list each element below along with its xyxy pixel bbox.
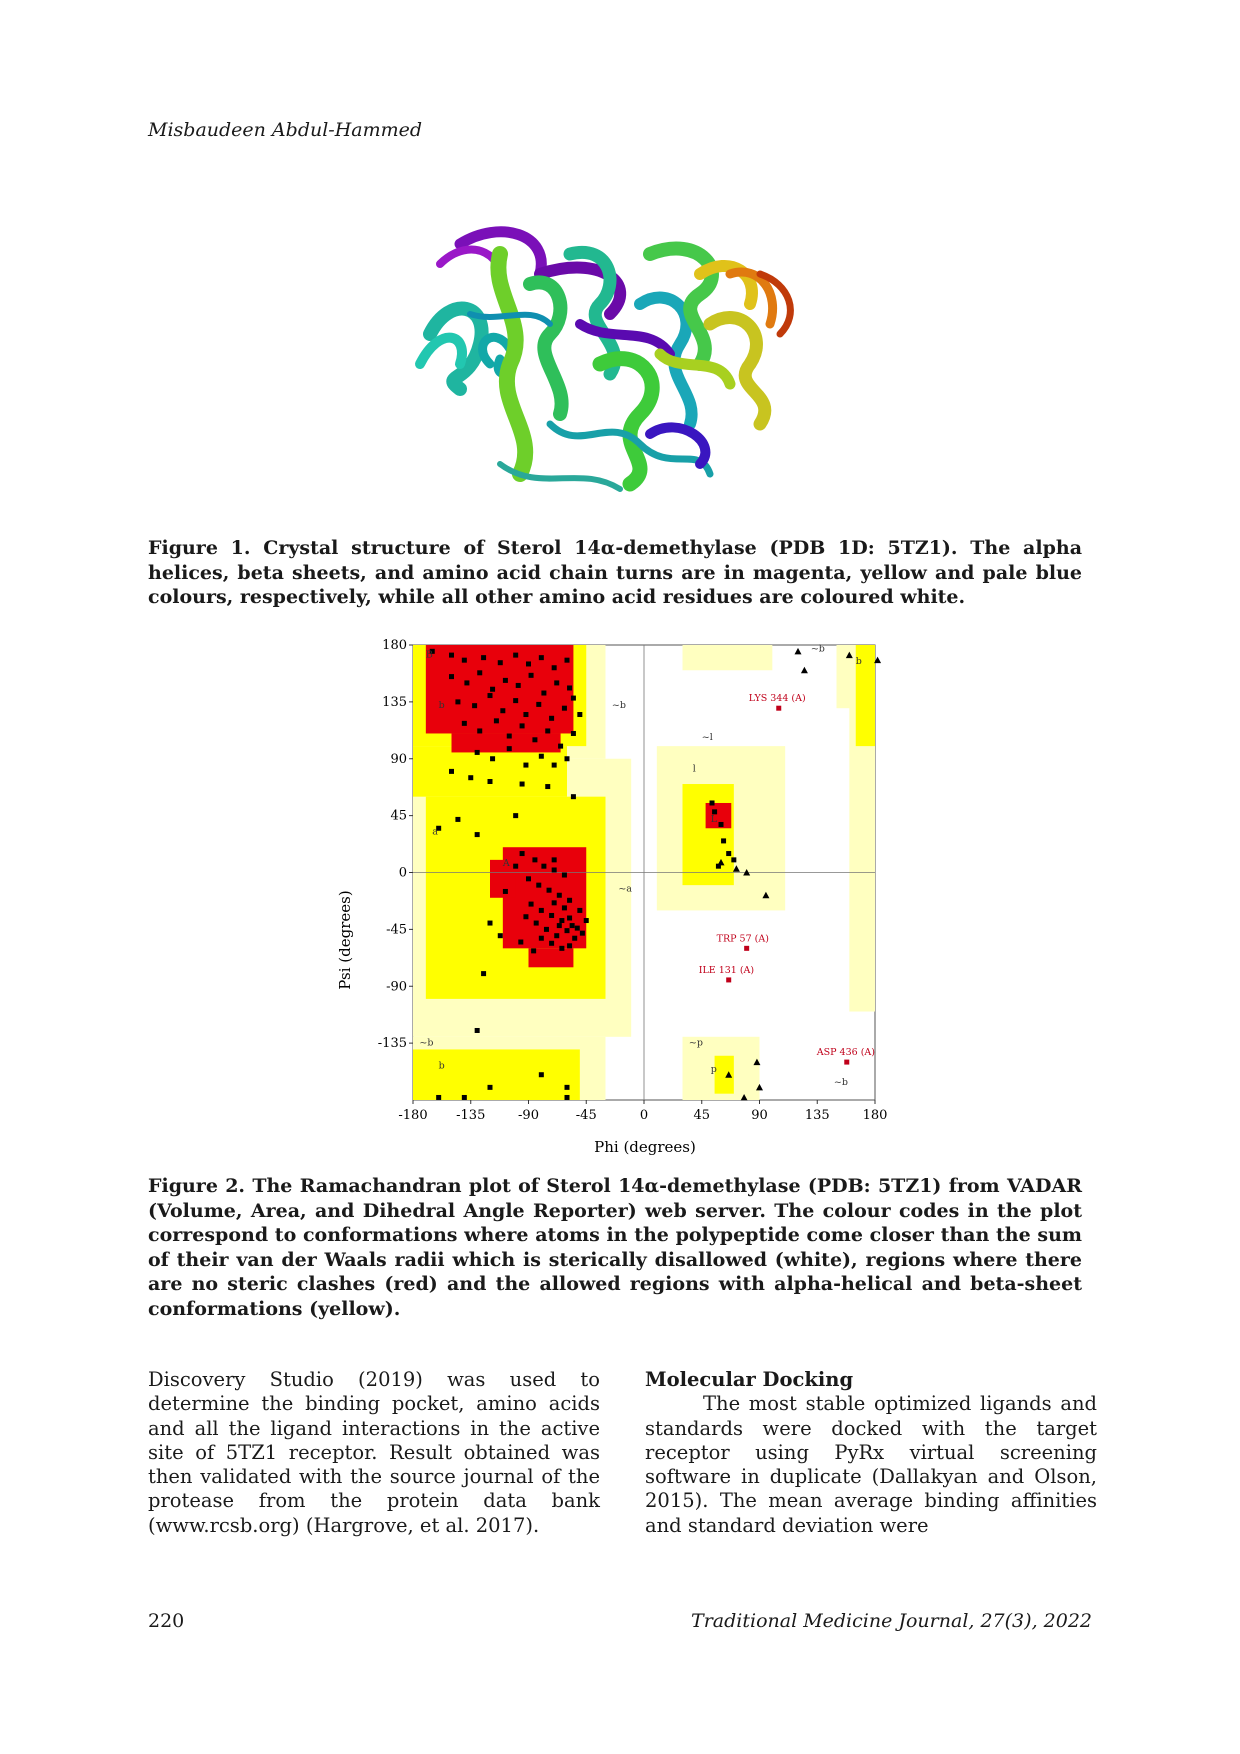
residue-point (719, 822, 724, 827)
residue-point (462, 1095, 467, 1100)
residue-point (500, 708, 505, 713)
x-tick-labels (398, 1100, 887, 1123)
residue-point (503, 678, 508, 683)
protein-structure-image (400, 214, 830, 514)
residue-point (549, 913, 554, 918)
y-tick-label: 45 (390, 808, 407, 824)
outlier-label: TRP 57 (A) (716, 933, 769, 945)
residue-point (539, 936, 544, 941)
residue-point (565, 756, 570, 761)
residue-point (544, 927, 549, 932)
residue-point (572, 936, 577, 941)
residue-point (520, 782, 525, 787)
residue-point (513, 698, 518, 703)
residue-point (567, 898, 572, 903)
residue-point (562, 873, 567, 878)
residue-point (565, 658, 570, 663)
residue-point (536, 702, 541, 707)
y-tick-label: 135 (382, 694, 407, 710)
residue-point (507, 746, 512, 751)
x-tick-label: 135 (804, 1108, 830, 1123)
residue-point (559, 946, 564, 951)
residue-point (498, 660, 503, 665)
residue-point (449, 674, 454, 679)
region-label: b (438, 1060, 445, 1072)
residue-point (721, 838, 726, 843)
outlier-marker (776, 706, 781, 711)
residue-point (507, 734, 512, 739)
residue-point (539, 655, 544, 660)
residue-point (557, 923, 562, 928)
region-block (706, 803, 732, 828)
region-label: ~b (833, 1076, 848, 1088)
residue-point (559, 918, 564, 923)
residue-point (436, 1095, 441, 1100)
x-tick-label: -135 (456, 1108, 486, 1123)
residue-point (488, 1085, 493, 1090)
x-tick-label: 45 (693, 1108, 711, 1123)
residue-point (554, 680, 559, 685)
outlier-marker (744, 946, 749, 951)
residue-point (577, 712, 582, 717)
residue-point (584, 918, 589, 923)
residue-point (558, 744, 563, 749)
region-label: ~b (419, 1037, 434, 1049)
region-block (683, 645, 773, 670)
residue-point (570, 923, 575, 928)
region-label: b (855, 655, 862, 667)
y-tick-label: -135 (377, 1036, 407, 1052)
residue-point (477, 670, 482, 675)
residue-point (523, 712, 528, 717)
residue-point (488, 779, 493, 784)
residue-point (513, 864, 518, 869)
residue-point (477, 728, 482, 733)
residue-point (539, 1072, 544, 1077)
residue-point (449, 653, 454, 658)
region-label: p (710, 1064, 717, 1076)
residue-point (565, 928, 570, 933)
residue-point (571, 731, 576, 736)
residue-point (498, 933, 503, 938)
region-label: ~a (618, 883, 632, 895)
region-label: ~b (810, 643, 825, 655)
residue-point (464, 680, 469, 685)
x-tick-label: -45 (575, 1108, 597, 1123)
residue-point (518, 940, 523, 945)
residue-point (731, 857, 736, 862)
residue-point (481, 655, 486, 660)
body-left-column (148, 1368, 600, 1538)
residue-point (567, 685, 572, 690)
figure-1-caption: Figure 1. Crystal structure of Sterol 14α-demethylase (PDB 1D: 5TZ1). The alpha helices, beta sheets, and amino acid chain turns are in magenta, yellow and pale blue colours, respectively, while all other amino acid residues are coloured white. (148, 537, 1082, 608)
x-tick-label: 0 (639, 1108, 649, 1123)
residue-point (549, 941, 554, 946)
residue-point (565, 1095, 570, 1100)
residue-point (562, 905, 567, 910)
residue-point (567, 916, 572, 921)
region-block (715, 1056, 734, 1094)
region-block (452, 733, 561, 752)
residue-point (488, 693, 493, 698)
residue-point (532, 857, 537, 862)
residue-point (567, 943, 572, 948)
residue-point (552, 867, 557, 872)
body-right-column (645, 1368, 1097, 1538)
residue-point (571, 794, 576, 799)
residue-point (536, 883, 541, 888)
residue-point (494, 718, 499, 723)
region-label: B (425, 649, 433, 661)
running-header-author: Misbaudeen Abdul-Hammed (148, 119, 423, 141)
y-tick-label: -90 (386, 979, 407, 995)
residue-point (523, 914, 528, 919)
outlier-label: LYS 344 (A) (748, 693, 806, 705)
region-label: ~b (611, 700, 626, 712)
residue-point (475, 1028, 480, 1033)
residue-point (552, 900, 557, 905)
journal-citation: Traditional Medicine Journal, 27(3), 2022 (691, 1610, 1092, 1632)
residue-point (547, 888, 552, 893)
residue-point (529, 673, 534, 678)
right-paragraph: The most stable optimized ligands and standards were docked with the target receptor using PyRx virtual screening software in duplicate (Dallakyan and Olson, 2015). The mean average binding affinities and standard deviation were (645, 1392, 1097, 1537)
y-tick-label: 0 (398, 865, 407, 881)
region-label: A (502, 858, 510, 870)
residue-point (532, 737, 537, 742)
region-label: L (710, 813, 718, 825)
region-block (413, 746, 567, 797)
region-label: ~p (688, 1037, 703, 1049)
residue-point (475, 832, 480, 837)
residue-point (523, 763, 528, 768)
residue-point (552, 763, 557, 768)
residue-point (449, 769, 454, 774)
residue-point (562, 706, 567, 711)
residue-point (575, 926, 580, 931)
x-tick-label: -180 (398, 1108, 428, 1123)
residue-point (580, 931, 585, 936)
x-tick-label: 90 (751, 1108, 768, 1123)
residue-point (455, 817, 460, 822)
residue-point (552, 857, 557, 862)
residue-point (545, 784, 550, 789)
page-number: 220 (148, 1610, 185, 1632)
residue-point (526, 876, 531, 881)
residue-point (475, 750, 480, 755)
residue-point (539, 908, 544, 913)
y-axis-label: Psi (degrees) (336, 890, 354, 990)
residue-point (513, 813, 518, 818)
residue-point (488, 921, 493, 926)
ramachandran-plot (330, 630, 910, 1160)
residue-point (462, 721, 467, 726)
outlier-label: ASP 436 (A) (816, 1047, 875, 1059)
residue-point (545, 728, 550, 733)
y-tick-labels (378, 638, 413, 1051)
residue-point (516, 683, 521, 688)
y-tick-label: -45 (386, 922, 407, 938)
x-tick-label: -90 (518, 1108, 539, 1123)
residue-point (534, 921, 539, 926)
residue-point (710, 800, 715, 805)
outlier-marker (844, 1060, 849, 1065)
y-tick-label: 180 (382, 638, 407, 653)
region-label: ~l (701, 731, 713, 743)
residue-point (481, 971, 486, 976)
residue-point (557, 893, 562, 898)
residue-point (529, 902, 534, 907)
residue-point (549, 716, 554, 721)
outlier-label: ILE 131 (A) (698, 964, 755, 976)
residue-point (552, 665, 557, 670)
y-tick-label: 90 (390, 751, 407, 767)
residue-point (520, 851, 525, 856)
residue-point (541, 691, 546, 696)
residue-point (503, 889, 508, 894)
residue-point (455, 699, 460, 704)
x-axis-label: Phi (degrees) (594, 1138, 696, 1156)
residue-point (520, 723, 525, 728)
residue-point (726, 851, 731, 856)
residue-point (539, 754, 544, 759)
residue-point (462, 658, 467, 663)
residue-point (513, 653, 518, 658)
outlier-marker (726, 977, 731, 982)
figure-2-caption: Figure 2. The Ramachandran plot of Sterol 14α-demethylase (PDB: 5TZ1) from VADAR (Volume, Area, and Dihedral Angle Reporter) web server. The colour codes in the plot correspond to conformations where atoms in the polypeptide come closer than the sum of their van der Waals radii which is sterically disallowed (white), regions where there are no steric clashes (red) and the allowed regions with alpha-helical and beta-sheet conformations (yellow). (148, 1175, 1082, 1320)
residue-point (526, 661, 531, 666)
residue-point (468, 775, 473, 780)
region-label: a (432, 826, 438, 838)
left-paragraph: Discovery Studio (2019) was used to determine the binding pocket, amino acids and all the ligand interactions in the active site of 5TZ1 receptor. Result obtained was then validated with the source journal of the protease from the protein data bank (www.rcsb.org) (Hargrove, et al. 2017). (148, 1368, 600, 1537)
residue-point (472, 703, 477, 708)
residue-point (577, 908, 582, 913)
residue-point (531, 948, 536, 953)
region-label: b (438, 700, 445, 712)
residue-point (565, 1085, 570, 1090)
residue-point (571, 696, 576, 701)
region-block (683, 784, 734, 885)
residue-point (490, 687, 495, 692)
residue-point (554, 933, 559, 938)
region-block (413, 1049, 580, 1100)
residue-point (490, 756, 495, 761)
section-heading: Molecular Docking (645, 1368, 854, 1391)
residue-point (541, 864, 546, 869)
region-label: l (692, 763, 696, 775)
x-tick-label: 180 (862, 1108, 888, 1123)
